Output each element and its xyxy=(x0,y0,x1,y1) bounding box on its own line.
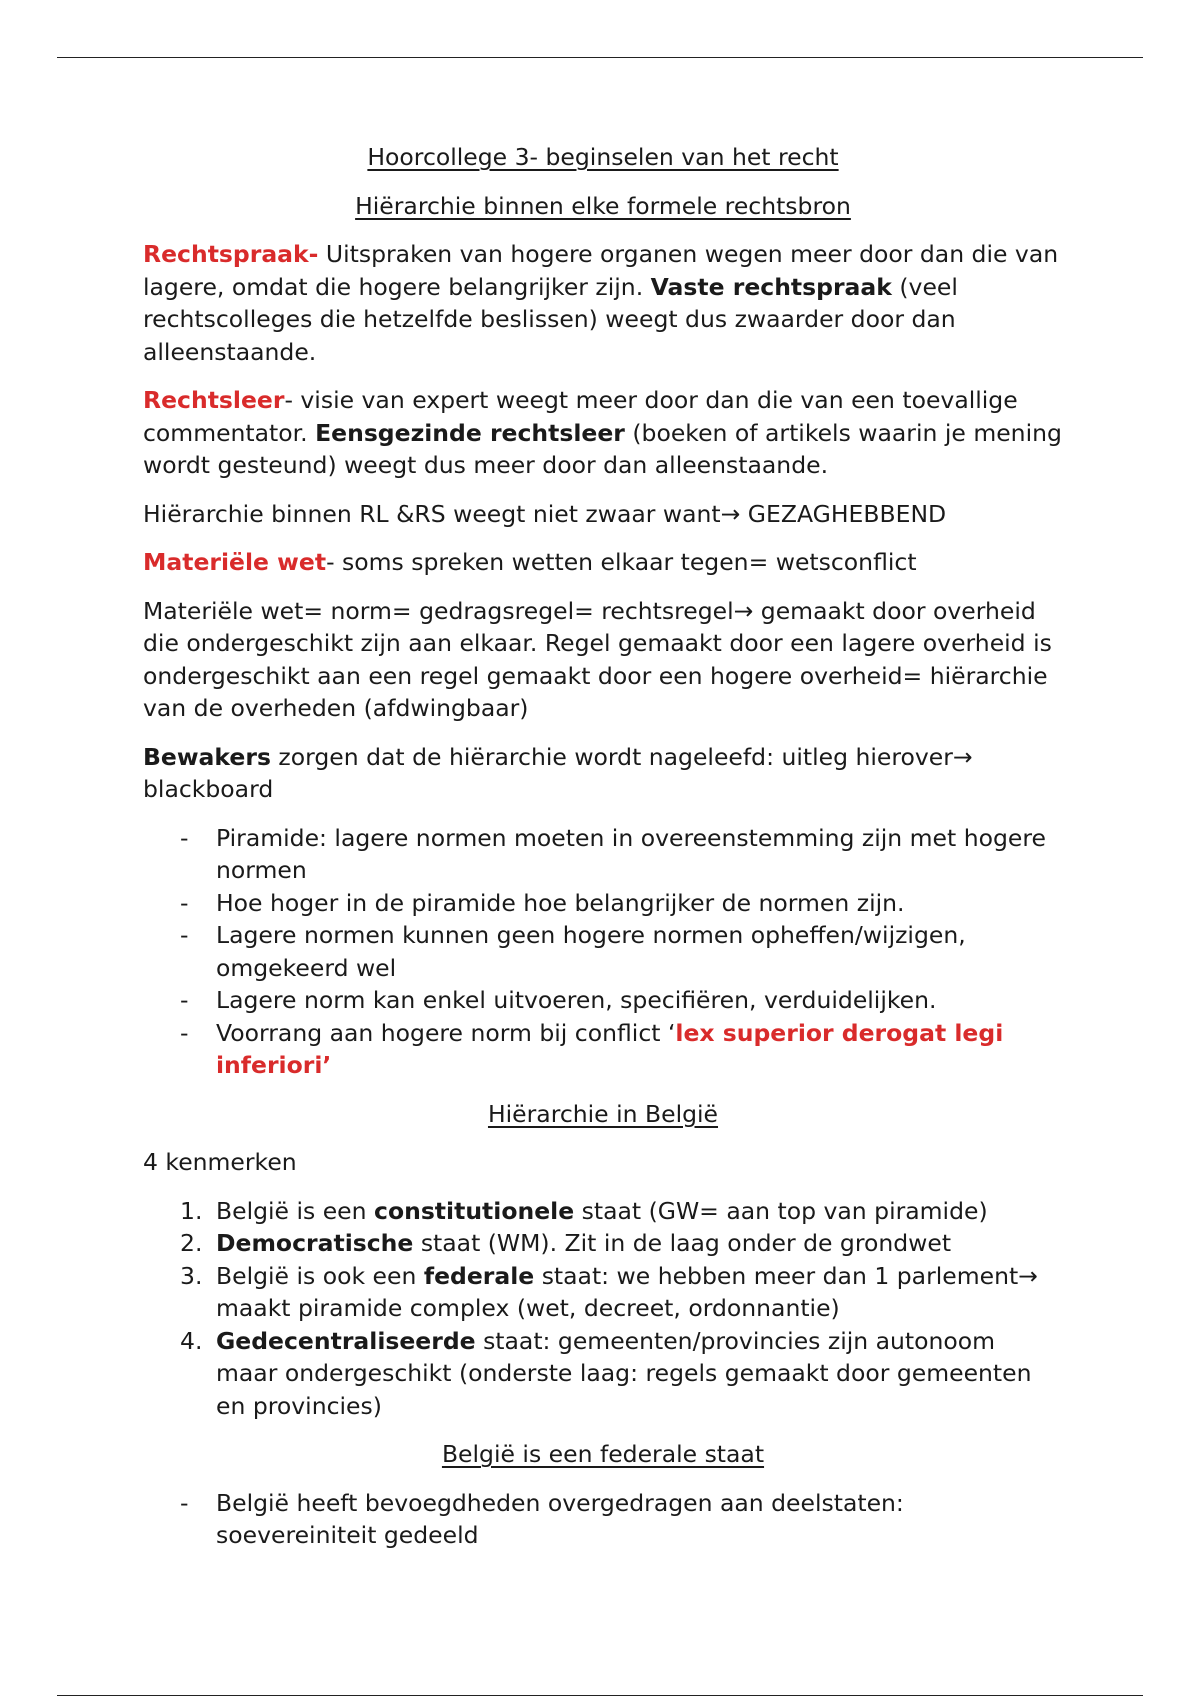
bullet-dash: - xyxy=(180,1018,189,1047)
bullet-dash: - xyxy=(180,1488,189,1517)
paragraph-hierarchie: Hiërarchie binnen RL &RS weegt niet zwaar want→ GEZAGHEBBEND xyxy=(143,499,947,528)
list-item: - Piramide: lagere normen moeten in overeenstemming zijn met hogere normen xyxy=(180,823,1046,884)
bullet-dash: - xyxy=(180,921,189,949)
paragraph-rechtsleer: Rechtsleer- visie van expert weegt meer door dan die van een toevallige commentator. Eensgezinde rechtsleer (boeken of artikels waarin je mening wordt gesteund) weegt dus meer door dan alleenstaande. xyxy=(143,386,1062,479)
list-item: 2. Democratische staat (WM). Zit in de laag onder de grondwet xyxy=(180,1229,952,1257)
paragraph-kenmerken: 4 kenmerken xyxy=(143,1148,297,1176)
paragraph-rechtspraak: Rechtspraak- Uitspraken van hogere organen wegen meer door dan die van lagere, omdat die hogere belangrijker zijn. Vaste rechtspraak (veel rechtscolleges die hetzelfde beslissen) weegt dus zwaarder door dan alleenstaande. xyxy=(143,240,1059,366)
top-rule xyxy=(57,57,1143,58)
paragraph-norm: Materiële wet= norm= gedragsregel= rechtsregel→ gemaakt door overheid die ondergeschikt zijn aan elkaar. Regel gemaakt door een lagere overheid is ondergeschikt aan een regel gemaakt door een hogere overheid= hiërarchie van de overheden (afdwingbaar) xyxy=(143,596,1052,722)
bullet-dash: - xyxy=(180,888,189,917)
list-item: 1. België is een constitutionele staat (GW= aan top van piramide) xyxy=(180,1196,988,1225)
numbered-list xyxy=(143,1195,1063,1423)
document-body xyxy=(143,141,1063,1568)
paragraph-materiele-wet: Materiële wet- soms spreken wetten elkaar tegen= wetsconflict xyxy=(143,548,917,576)
list-item: 3. België is ook een federale staat: we hebben meer dan 1 parlement→ maakt piramide complex (wet, decreet, ordonnantie) xyxy=(180,1261,1038,1322)
bullet-list xyxy=(143,822,1063,1082)
list-item: - Voorrang aan hogere norm bij conflict ‘lex superior derogat legi inferiori’ xyxy=(180,1018,1004,1079)
list-item: - Lagere norm kan enkel uitvoeren, specifiëren, verduidelijken. xyxy=(143,984,1063,1017)
bullet-list-2 xyxy=(143,1487,1063,1552)
paragraph-bewakers: Bewakers zorgen dat de hiërarchie wordt nageleefd: uitleg hierover→ blackboard xyxy=(143,742,973,803)
section-heading-belgie: Hiërarchie in België xyxy=(487,1099,719,1128)
bullet-dash: - xyxy=(180,986,189,1014)
section-heading-federale-staat: België is een federale staat xyxy=(441,1440,765,1468)
list-item: 4. Gedecentraliseerde staat: gemeenten/provincies zijn autonoom maar ondergeschikt (onderste laag: regels gemaakt door gemeenten en provincies) xyxy=(180,1326,1032,1420)
page-title: Hoorcollege 3- beginselen van het recht xyxy=(367,143,839,171)
list-item: - Hoe hoger in de piramide hoe belangrijker de normen zijn. xyxy=(143,887,1063,920)
list-item: - België heeft bevoegdheden overgedragen aan deelstaten: soevereiniteit gedeeld xyxy=(180,1488,904,1549)
bullet-dash: - xyxy=(180,823,189,852)
section-heading: Hiërarchie binnen elke formele rechtsbron xyxy=(355,191,851,220)
bottom-rule xyxy=(57,1695,1143,1696)
list-item: - Lagere normen kunnen geen hogere normen opheffen/wijzigen, omgekeerd wel xyxy=(180,921,966,982)
